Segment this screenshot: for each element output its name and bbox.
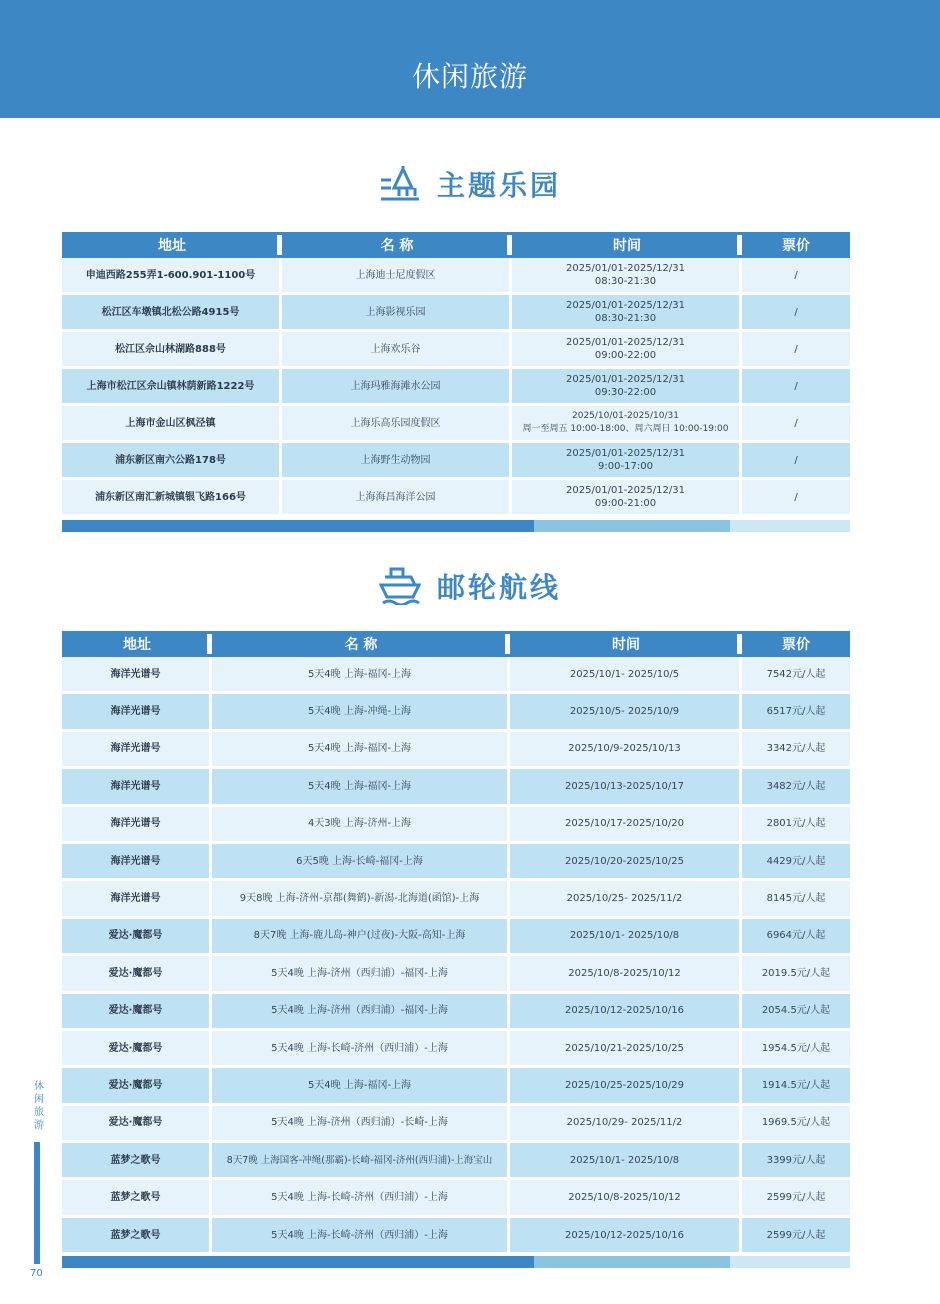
price-cell: 3482元/人起: [742, 769, 850, 806]
side-accent-bar: [34, 1142, 40, 1264]
price-cell: /: [742, 406, 850, 443]
ship-cell: 蓝梦之歌号: [62, 1218, 212, 1255]
ship-cell: 海洋光谱号: [62, 732, 212, 769]
route-cell: 5天4晚 上海-福冈-上海: [212, 769, 510, 806]
table-row: [62, 994, 850, 1031]
ship-cell: 蓝梦之歌号: [62, 1143, 212, 1180]
address-cell: 松江区车墩镇北松公路4915号: [62, 295, 282, 332]
time-cell: 2025/10/5- 2025/10/9: [510, 694, 742, 731]
time-cell: 2025/10/1- 2025/10/5: [510, 657, 742, 694]
price-cell: 1954.5元/人起: [742, 1031, 850, 1068]
route-cell: 5天4晚 上海-济州（西归浦）-长崎-上海: [212, 1106, 510, 1143]
table-row: [62, 369, 850, 406]
ship-cell: 爱达·魔都号: [62, 919, 212, 956]
time-cell: 2025/10/8-2025/10/12: [510, 956, 742, 993]
route-cell: 5天4晚 上海-冲绳-上海: [212, 694, 510, 731]
table-row: [62, 1106, 850, 1143]
cruise-table: [62, 631, 850, 1255]
time-cell: 2025/01/01-2025/12/31 9:00-17:00: [512, 443, 742, 480]
section-title-text: 邮轮航线: [436, 571, 561, 604]
table-row: [62, 332, 850, 369]
table-row: [62, 1218, 850, 1255]
price-cell: /: [742, 443, 850, 480]
route-cell: 8天7晚 上海-鹿儿岛-神户(过夜)-大阪-高知-上海: [212, 919, 510, 956]
table-row: [62, 1143, 850, 1180]
time-cell: 2025/01/01-2025/12/31 09:00-22:00: [512, 332, 742, 369]
price-cell: 7542元/人起: [742, 657, 850, 694]
address-cell: 上海市松江区佘山镇林荫新路1222号: [62, 369, 282, 406]
column-header-price: 票价: [742, 631, 850, 657]
name-cell: 上海影视乐园: [282, 295, 512, 332]
time-cell: 2025/01/01-2025/12/31 09:00-21:00: [512, 480, 742, 517]
ship-cell: 爱达·魔都号: [62, 1106, 212, 1143]
time-cell: 2025/10/20-2025/10/25: [510, 844, 742, 881]
route-cell: 5天4晚 上海-济州（西归浦）-福冈-上海: [212, 956, 510, 993]
time-cell: 2025/10/12-2025/10/16: [510, 994, 742, 1031]
time-cell: 2025/10/21-2025/10/25: [510, 1031, 742, 1068]
route-cell: 5天4晚 上海-济州（西归浦）-福冈-上海: [212, 994, 510, 1031]
table-row: [62, 881, 850, 918]
table-row: [62, 919, 850, 956]
column-header-address: 地址: [62, 631, 212, 657]
column-header-time: 时间: [512, 232, 742, 258]
table-row: [62, 807, 850, 844]
table-row: [62, 1180, 850, 1217]
column-header-price: 票价: [742, 232, 850, 258]
price-cell: 2599元/人起: [742, 1218, 850, 1255]
address-cell: 浦东新区南汇新城镇银飞路166号: [62, 480, 282, 517]
route-cell: 5天4晚 上海-长崎-济州（西归浦）-上海: [212, 1031, 510, 1068]
price-cell: 1969.5元/人起: [742, 1106, 850, 1143]
time-cell: 2025/10/1- 2025/10/8: [510, 919, 742, 956]
price-cell: /: [742, 369, 850, 406]
price-cell: /: [742, 332, 850, 369]
route-cell: 5天4晚 上海-长崎-济州（西归浦）-上海: [212, 1180, 510, 1217]
ship-cell: 蓝梦之歌号: [62, 1180, 212, 1217]
table-row: [62, 657, 850, 694]
time-cell: 2025/10/01-2025/10/31 周一至周五 10:00-18:00、周六周日 10:00-19:00: [512, 406, 742, 443]
time-cell: 2025/10/25- 2025/11/2: [510, 881, 742, 918]
price-cell: /: [742, 258, 850, 295]
page-number: 70: [30, 1268, 43, 1279]
ship-cell: 海洋光谱号: [62, 769, 212, 806]
table-footer-bar: [62, 520, 850, 532]
price-cell: 6964元/人起: [742, 919, 850, 956]
ship-cell: 爱达·魔都号: [62, 1031, 212, 1068]
ship-cell: 海洋光谱号: [62, 844, 212, 881]
table-footer-bar: [62, 1256, 850, 1268]
price-cell: /: [742, 480, 850, 517]
price-cell: 1914.5元/人起: [742, 1068, 850, 1105]
time-cell: 2025/10/25-2025/10/29: [510, 1068, 742, 1105]
ship-cell: 爱达·魔都号: [62, 956, 212, 993]
name-cell: 上海乐高乐园度假区: [282, 406, 512, 443]
theme-park-table: [62, 232, 850, 517]
route-cell: 5天4晚 上海-长崎-济州（西归浦）-上海: [212, 1218, 510, 1255]
time-cell: 2025/10/1- 2025/10/8: [510, 1143, 742, 1180]
column-header-time: 时间: [510, 631, 742, 657]
column-header-name: 名 称: [282, 232, 512, 258]
table-row: [62, 480, 850, 517]
route-cell: 9天8晚 上海-济州-京都(舞鹤)-新潟-北海道(函馆)-上海: [212, 881, 510, 918]
price-cell: 3399元/人起: [742, 1143, 850, 1180]
time-cell: 2025/01/01-2025/12/31 09:30-22:00: [512, 369, 742, 406]
table-row: [62, 732, 850, 769]
time-cell: 2025/10/8-2025/10/12: [510, 1180, 742, 1217]
side-section-label: 休闲旅游: [34, 1081, 44, 1131]
price-cell: 2599元/人起: [742, 1180, 850, 1217]
address-cell: 申迪西路255弄1-600.901-1100号: [62, 258, 282, 295]
address-cell: 松江区佘山林湖路888号: [62, 332, 282, 369]
price-cell: 8145元/人起: [742, 881, 850, 918]
ship-cell: 爱达·魔都号: [62, 1068, 212, 1105]
name-cell: 上海玛雅海滩水公园: [282, 369, 512, 406]
time-cell: 2025/10/9-2025/10/13: [510, 732, 742, 769]
time-cell: 2025/10/29- 2025/11/2: [510, 1106, 742, 1143]
price-cell: 2801元/人起: [742, 807, 850, 844]
column-header-name: 名 称: [212, 631, 510, 657]
route-cell: 5天4晚 上海-福冈-上海: [212, 732, 510, 769]
section-title-cruises: [0, 564, 940, 608]
time-cell: 2025/01/01-2025/12/31 08:30-21:30: [512, 258, 742, 295]
table-row: [62, 258, 850, 295]
page-title: 休闲旅游: [411, 60, 528, 93]
section-title-theme-parks: [0, 162, 940, 206]
price-cell: 2019.5元/人起: [742, 956, 850, 993]
table-row: [62, 443, 850, 480]
name-cell: 上海欢乐谷: [282, 332, 512, 369]
route-cell: 5天4晚 上海-福冈-上海: [212, 1068, 510, 1105]
table-row: [62, 1031, 850, 1068]
time-cell: 2025/01/01-2025/12/31 08:30-21:30: [512, 295, 742, 332]
ship-cell: 海洋光谱号: [62, 881, 212, 918]
ship-cell: 海洋光谱号: [62, 694, 212, 731]
table-row: [62, 1068, 850, 1105]
route-cell: 8天7晚 上海国客-冲绳(那霸)-长崎-福冈-济州(西归浦)-上海宝山: [212, 1143, 510, 1180]
route-cell: 6天5晚 上海-长崎-福冈-上海: [212, 844, 510, 881]
price-cell: /: [742, 295, 850, 332]
route-cell: 4天3晚 上海-济州-上海: [212, 807, 510, 844]
ship-cell: 爱达·魔都号: [62, 994, 212, 1031]
time-cell: 2025/10/13-2025/10/17: [510, 769, 742, 806]
header-banner: [0, 0, 940, 118]
table-row: [62, 956, 850, 993]
price-cell: 2054.5元/人起: [742, 994, 850, 1031]
ship-cell: 海洋光谱号: [62, 807, 212, 844]
route-cell: 5天4晚 上海-福冈-上海: [212, 657, 510, 694]
time-cell: 2025/10/17-2025/10/20: [510, 807, 742, 844]
address-cell: 浦东新区南六公路178号: [62, 443, 282, 480]
table-row: [62, 406, 850, 443]
address-cell: 上海市金山区枫泾镇: [62, 406, 282, 443]
price-cell: 4429元/人起: [742, 844, 850, 881]
table-row: [62, 694, 850, 731]
theme-park-icon: [379, 166, 421, 202]
price-cell: 6517元/人起: [742, 694, 850, 731]
table-row: [62, 844, 850, 881]
table-row: [62, 769, 850, 806]
cruise-ship-icon: [379, 567, 421, 605]
table-row: [62, 295, 850, 332]
column-header-address: 地址: [62, 232, 282, 258]
price-cell: 3342元/人起: [742, 732, 850, 769]
time-cell: 2025/10/12-2025/10/16: [510, 1218, 742, 1255]
ship-cell: 海洋光谱号: [62, 657, 212, 694]
section-title-text: 主题乐园: [436, 169, 561, 202]
name-cell: 上海野生动物园: [282, 443, 512, 480]
name-cell: 上海迪士尼度假区: [282, 258, 512, 295]
name-cell: 上海海昌海洋公园: [282, 480, 512, 517]
